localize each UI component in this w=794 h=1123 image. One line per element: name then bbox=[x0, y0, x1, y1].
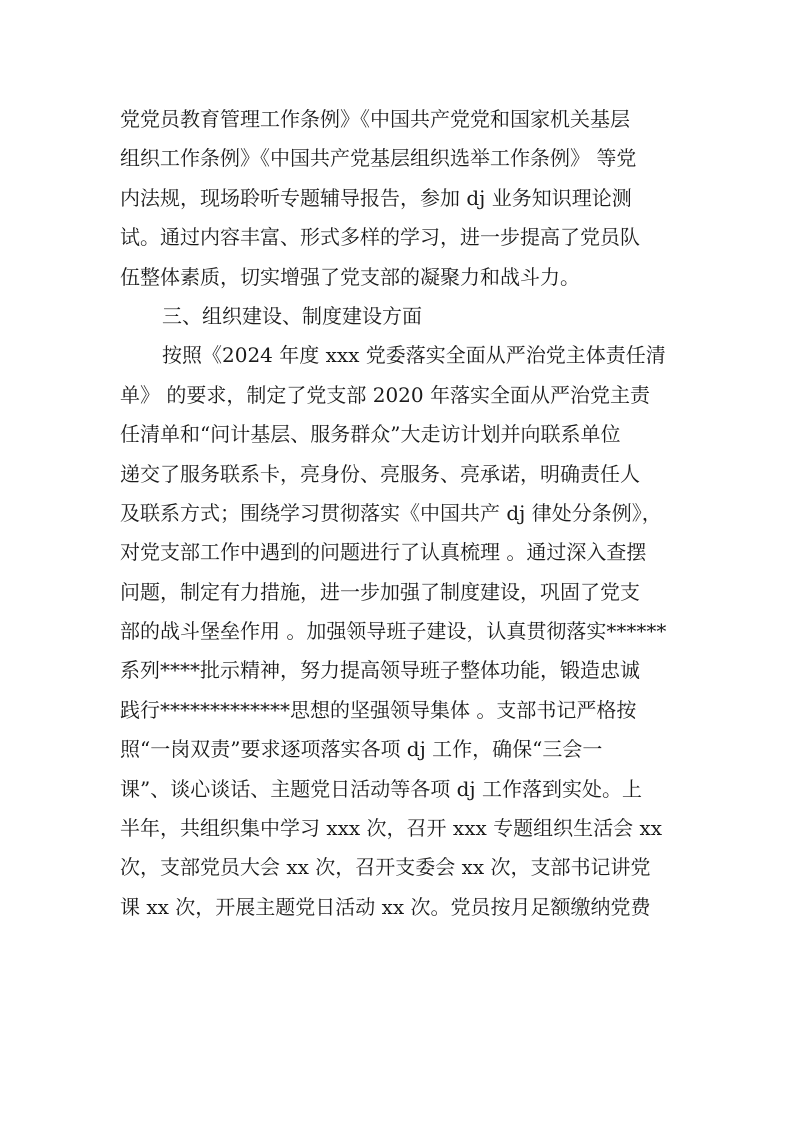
section-heading: 三、组织建设、制度建设方面 bbox=[162, 303, 422, 328]
text-line: 课”、谈心谈话、主题党日活动等各项 dj 工作落到实处。上 bbox=[120, 776, 642, 801]
text-line: 试。通过内容丰富、形式多样的学习，进一步提高了党员队 bbox=[120, 225, 640, 250]
text-line: 部的战斗堡垒作用 。加强领导班子建设，认真贯彻落实****** bbox=[120, 619, 667, 644]
text-line: 及联系方式；围绕学习贯彻落实《中国共产 dj 律处分条例》， bbox=[120, 500, 662, 525]
text-line: 递交了服务联系卡，亮身份、亮服务、亮承诺，明确责任人 bbox=[120, 461, 640, 486]
document-body bbox=[120, 100, 680, 927]
text-line: 次，支部党员大会 xx 次，召开支委会 xx 次，支部书记讲党 bbox=[120, 855, 651, 880]
text-line: 按照《2024 年度 xxx 党委落实全面从严治党主体责任清 bbox=[162, 343, 666, 368]
text-line: 伍整体素质，切实增强了党支部的凝聚力和战斗力。 bbox=[120, 264, 580, 289]
text-line: 任清单和“问计基层、服务群众”大走访计划并向联系单位 bbox=[120, 422, 621, 447]
text-line: 对党支部工作中遇到的问题进行了认真梳理 。通过深入查摆 bbox=[120, 540, 647, 565]
text-line: 内法规，现场聆听专题辅导报告，参加 dj 业务知识理论测 bbox=[120, 185, 632, 210]
text-line: 课 xx 次，开展主题党日活动 xx 次。党员按月足额缴纳党费 bbox=[120, 894, 651, 919]
text-line: 半年，共组织集中学习 xxx 次，召开 xxx 专题组织生活会 xx bbox=[120, 816, 663, 841]
text-line: 单》 的要求，制定了党支部 2020 年落实全面从严治党主责 bbox=[120, 382, 650, 407]
text-line: 系列****批示精神，努力提高领导班子整体功能，锻造忠诚 bbox=[120, 658, 640, 683]
text-line: 党党员教育管理工作条例》《中国共产党党和国家机关基层 bbox=[120, 107, 630, 131]
text-line: 组织工作条例》《中国共产党基层组织选举工作条例》 等党 bbox=[120, 146, 637, 171]
text-line: 践行*************思想的坚强领导集体 。支部书记严格按 bbox=[120, 697, 637, 722]
text-line: 问题，制定有力措施，进一步加强了制度建设，巩固了党支 bbox=[120, 579, 640, 604]
text-line: 照“一岗双责”要求逐项落实各项 dj 工作，确保“三会一 bbox=[120, 737, 603, 762]
